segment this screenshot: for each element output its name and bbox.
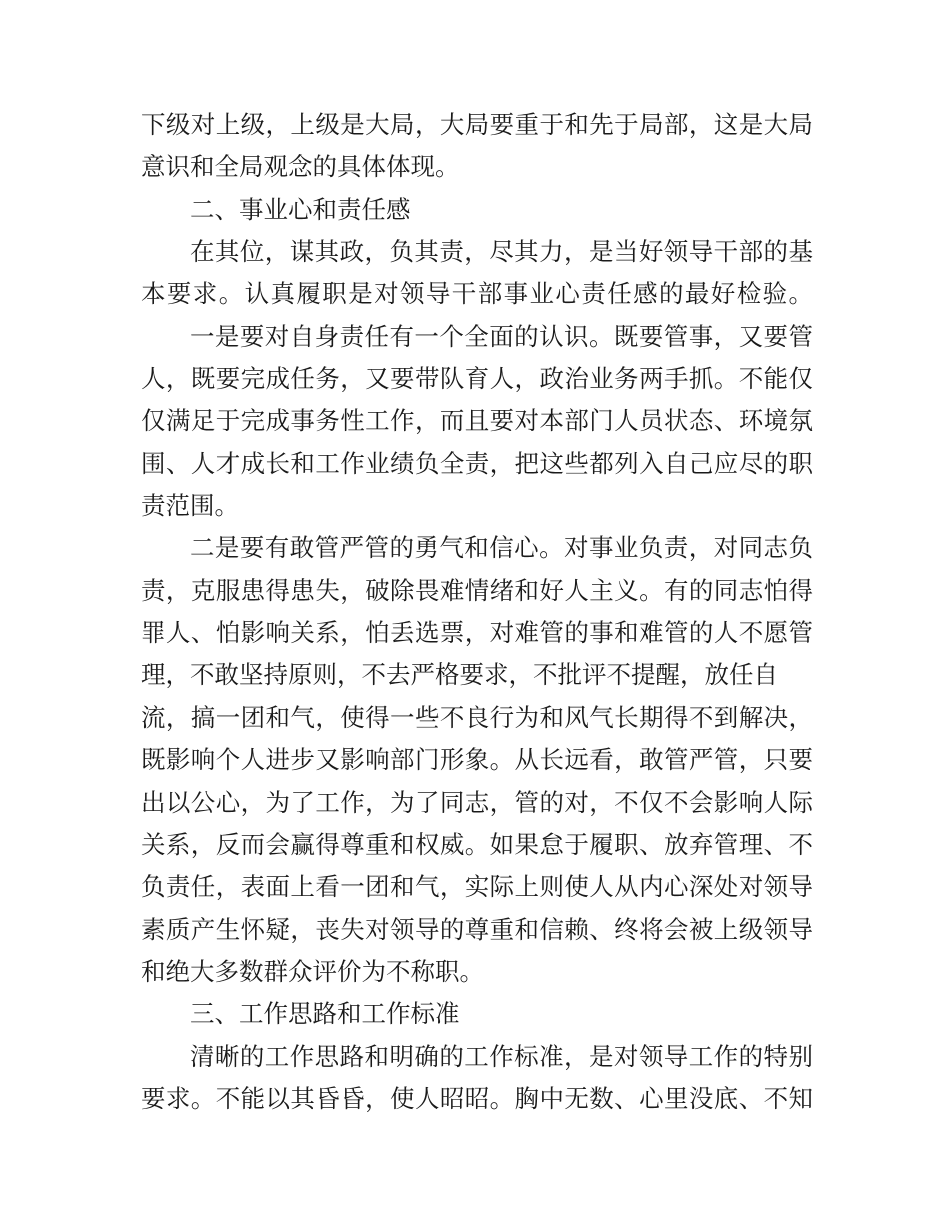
body-line-13: 罪人、怕影响关系，怕丢选票，对难管的事和难管的人不愿管 <box>141 618 813 648</box>
body-line-15: 流，搞一团和气，使得一些不良行为和风气长期得不到解决， <box>141 702 813 732</box>
body-line-24: 要求。不能以其昏昏，使人昭昭。胸中无数、心里没底、不知 <box>141 1083 813 1113</box>
section-heading-3: 三、工作思路和工作标准 <box>190 999 460 1029</box>
body-line-11: 二是要有敢管严管的勇气和信心。对事业负责，对同志负 <box>190 533 813 563</box>
body-line-4: 在其位，谋其政，负其责，尽其力，是当好领导干部的基 <box>190 237 813 267</box>
body-line-5: 本要求。认真履职是对领导干部事业心责任感的最好检验。 <box>141 279 813 309</box>
body-line-21: 和绝大多数群众评价为不称职。 <box>141 956 484 986</box>
body-line-17: 出以公心，为了工作，为了同志，管的对，不仅不会影响人际 <box>141 787 813 817</box>
body-line-20: 素质产生怀疑，丧失对领导的尊重和信赖、终将会被上级领导 <box>141 914 813 944</box>
body-line-8: 仅满足于完成事务性工作，而且要对本部门人员状态、环境氛 <box>141 406 813 436</box>
body-line-19: 负责任，表面上看一团和气，实际上则使人从内心深处对领导 <box>141 872 813 902</box>
document-body <box>141 104 813 1120</box>
body-line-16: 既影响个人进步又影响部门形象。从长远看，敢管严管，只要 <box>141 745 813 775</box>
body-line-9: 围、人才成长和工作业绩负全责，把这些都列入自己应尽的职 <box>141 448 813 478</box>
body-line-18: 关系，反而会赢得尊重和权威。如果怠于履职、放弃管理、不 <box>141 829 813 859</box>
section-heading-2: 二、事业心和责任感 <box>190 194 411 224</box>
body-line-12: 责，克服患得患失，破除畏难情绪和好人主义。有的同志怕得 <box>141 575 813 605</box>
body-line-6: 一是要对自身责任有一个全面的认识。既要管事，又要管 <box>190 321 813 351</box>
body-line-2: 意识和全局观念的具体体现。 <box>141 152 460 182</box>
body-line-7: 人，既要完成任务，又要带队育人，政治业务两手抓。不能仅 <box>141 364 813 394</box>
body-line-14: 理，不敢坚持原则，不去严格要求，不批评不提醒，放任自 <box>141 660 778 690</box>
body-line-1: 下级对上级，上级是大局，大局要重于和先于局部，这是大局 <box>141 110 813 139</box>
body-line-23: 清晰的工作思路和明确的工作标准，是对领导工作的特别 <box>190 1041 813 1071</box>
body-line-10: 责范围。 <box>141 491 239 521</box>
